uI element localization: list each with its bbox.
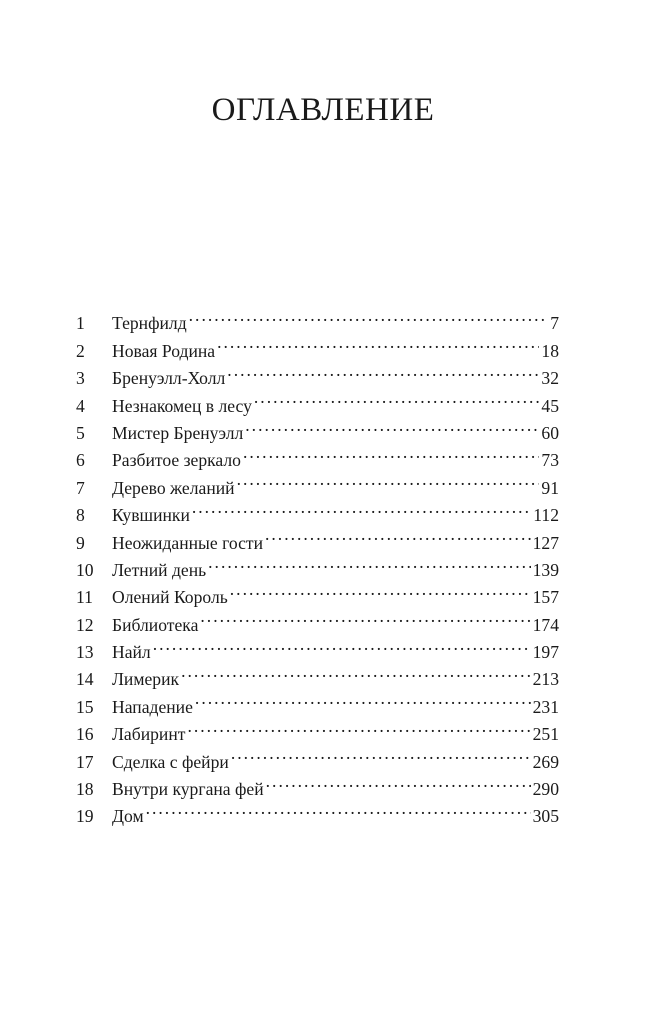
chapter-title: Лабиринт xyxy=(112,724,186,745)
dot-leader xyxy=(189,302,549,329)
chapter-title: Лимерик xyxy=(112,669,180,690)
page-title: ОГЛАВЛЕНИЕ xyxy=(211,92,435,128)
chapter-number: 11 xyxy=(76,587,93,608)
chapter-title: Олений Король xyxy=(112,587,228,608)
chapter-title: Дерево желаний xyxy=(112,477,235,498)
chapter-title: Бренуэлл-Холл xyxy=(112,368,226,389)
toc-entry xyxy=(76,795,559,827)
dot-leader xyxy=(200,603,530,630)
chapter-title: Библиотека xyxy=(112,614,199,635)
page-number: 32 xyxy=(541,368,559,389)
page-number: 290 xyxy=(532,779,559,800)
page-number: 18 xyxy=(541,340,559,361)
dot-leader xyxy=(230,576,531,603)
toc-entry xyxy=(76,302,559,334)
page-number: 127 xyxy=(532,532,559,553)
chapter-number: 17 xyxy=(76,751,94,772)
page-number: 231 xyxy=(532,696,559,717)
dot-leader xyxy=(181,658,531,685)
dot-leader xyxy=(195,685,531,712)
dot-leader xyxy=(245,412,539,439)
chapter-number: 15 xyxy=(76,696,94,717)
page-number: 139 xyxy=(532,559,559,580)
dot-leader xyxy=(237,466,540,493)
chapter-number: 18 xyxy=(76,779,94,800)
chapter-title: Летний день xyxy=(112,559,207,580)
chapter-title: Кувшинки xyxy=(112,505,190,526)
chapter-number: 6 xyxy=(76,450,85,471)
dot-leader xyxy=(227,357,539,384)
dot-leader xyxy=(266,768,531,795)
chapter-number: 13 xyxy=(76,642,94,663)
page-number: 91 xyxy=(541,477,559,498)
dot-leader xyxy=(231,740,531,767)
chapter-number: 9 xyxy=(76,532,85,553)
chapter-title: Найл xyxy=(112,642,151,663)
page-number: 73 xyxy=(541,450,559,471)
chapter-title: Дом xyxy=(112,806,144,827)
chapter-number: 4 xyxy=(76,395,85,416)
chapter-number: 14 xyxy=(76,669,94,690)
chapter-number: 16 xyxy=(76,724,94,745)
chapter-title: Незнакомец в лесу xyxy=(112,395,252,416)
chapter-number: 7 xyxy=(76,477,85,498)
page-number: 60 xyxy=(541,422,559,443)
chapter-title: Внутри кургана фей xyxy=(112,779,264,800)
dot-leader xyxy=(217,329,539,356)
chapter-number: 10 xyxy=(76,559,94,580)
dot-leader xyxy=(265,521,531,548)
chapter-title: Мистер Бренуэлл xyxy=(112,422,244,443)
dot-leader xyxy=(254,384,540,411)
chapter-title: Тернфилд xyxy=(112,313,187,334)
page-number: 269 xyxy=(532,751,559,772)
chapter-title: Нападение xyxy=(112,696,193,717)
chapter-number: 12 xyxy=(76,614,94,635)
chapter-number: 1 xyxy=(76,313,85,334)
chapter-number: 5 xyxy=(76,422,85,443)
chapter-title: Неожиданные гости xyxy=(112,532,263,553)
chapter-number: 2 xyxy=(76,340,85,361)
chapter-number: 3 xyxy=(76,368,85,389)
dot-leader xyxy=(153,631,531,658)
page-number: 305 xyxy=(532,806,559,827)
dot-leader xyxy=(146,795,531,822)
chapter-number: 8 xyxy=(76,505,85,526)
page-number: 157 xyxy=(532,587,559,608)
page-number: 112 xyxy=(533,505,559,526)
chapter-title: Новая Родина xyxy=(112,340,216,361)
chapter-title: Разбитое зеркало xyxy=(112,450,241,471)
page-number: 7 xyxy=(550,313,559,334)
page-number: 197 xyxy=(532,642,559,663)
page-number: 213 xyxy=(532,669,559,690)
page-number: 174 xyxy=(532,614,559,635)
chapter-title: Сделка с фейри xyxy=(112,751,229,772)
page-number: 45 xyxy=(541,395,559,416)
dot-leader xyxy=(243,439,539,466)
chapter-number: 19 xyxy=(76,806,94,827)
dot-leader xyxy=(187,713,530,740)
dot-leader xyxy=(192,494,531,521)
table-of-contents xyxy=(76,302,559,827)
page-number: 251 xyxy=(532,724,559,745)
dot-leader xyxy=(208,549,530,576)
